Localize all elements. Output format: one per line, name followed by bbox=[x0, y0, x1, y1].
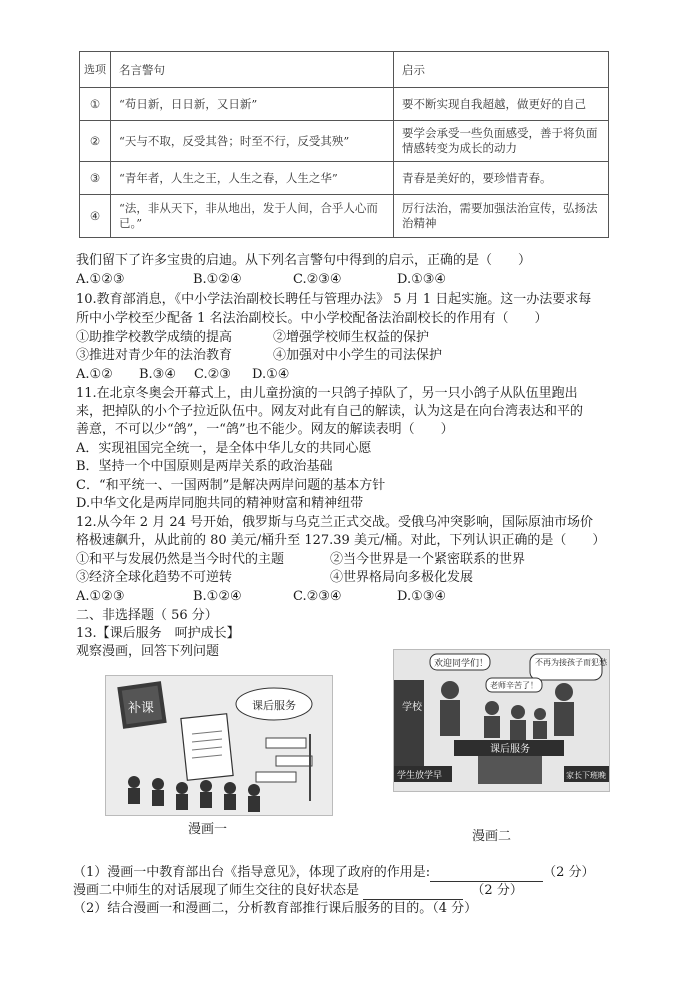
q10-stem-line2: 所中小学校至少配备 1 名法治副校长。中小学校配备法治副校长的作用有（ ） bbox=[76, 311, 548, 326]
q9-stem: 我们留下了许多宝贵的启迪。从下列名言警句中得到的启示，正确的是（ ） bbox=[76, 253, 532, 268]
q12-item-2: ②当今世界是一个紧密联系的世界 bbox=[330, 552, 526, 567]
table-row bbox=[80, 121, 609, 162]
q10-item-4: ④加强对中小学生的司法保护 bbox=[273, 348, 443, 363]
school-label: 学校 bbox=[402, 702, 422, 713]
q12-option-c: C.②③④ bbox=[293, 589, 342, 604]
q11-option-c: C．“和平统一、一国两制”是解决两岸问题的基本方针 bbox=[76, 478, 386, 493]
q12-items-row2 bbox=[76, 569, 473, 587]
table-cell-num: ② bbox=[80, 121, 111, 162]
cartoon-one-illustration bbox=[106, 676, 332, 815]
q13-sub1-line2 bbox=[73, 882, 523, 900]
q13-sub2: （2）结合漫画一和漫画二，分析教育部推行课后服务的目的。（4 分） bbox=[73, 901, 478, 916]
table-header-option: 选项 bbox=[80, 52, 111, 88]
q12-options bbox=[76, 588, 446, 606]
table-cell-insight: 厉行法治，需要加强法治宣传，弘扬法治精神 bbox=[394, 195, 609, 238]
q9-option-d: D.①③④ bbox=[397, 272, 447, 287]
q11-option-d: D.中华文化是两岸同胞共同的精神财富和精神纽带 bbox=[76, 496, 364, 511]
q12-item-3: ③经济全球化趋势不可逆转 bbox=[76, 570, 233, 585]
q10-item-3: ③推进对青少年的法治教育 bbox=[76, 348, 233, 363]
q10-option-b: B.③④ bbox=[139, 367, 176, 382]
q9-options bbox=[76, 271, 446, 289]
q12-item-4: ④世界格局向多极化发展 bbox=[330, 570, 474, 585]
q13-sub1-text: （1）漫画一中教育部出台《指导意见》，体现了政府的作用是: bbox=[73, 865, 431, 880]
table-cell-quote: “青年者，人生之王，人生之春，人生之华” bbox=[111, 162, 394, 195]
q10-options bbox=[76, 366, 289, 384]
cartoon-two-caption: 漫画二 bbox=[472, 829, 512, 844]
q10-items-row1 bbox=[76, 329, 429, 347]
table-header-quote: 名言警句 bbox=[111, 52, 394, 88]
q10-stem-line1: 10.教育部消息，《中小学法治副校长聘任与管理办法》 5 月 1 日起实施。这一办法要求每 bbox=[76, 292, 592, 307]
table-row bbox=[80, 88, 609, 121]
q10-option-d: D.①④ bbox=[252, 367, 290, 382]
q10-option-c: C.②③ bbox=[194, 367, 231, 382]
table-header-insight: 启示 bbox=[394, 52, 609, 88]
q13-sub1b-text: 漫画二中师生的对话展现了师生交往的良好状态是 bbox=[73, 883, 360, 898]
q12-option-a: A.①②③ bbox=[76, 589, 125, 604]
cartoon-two-bubble-parent: 不再为接孩子而犯愁 bbox=[535, 658, 607, 667]
book-label: 补课 bbox=[128, 701, 155, 716]
q9-option-a: A.①②③ bbox=[76, 272, 125, 287]
q12-option-d: D.①③④ bbox=[397, 589, 447, 604]
cartoon-one bbox=[105, 675, 333, 816]
table-row bbox=[80, 195, 609, 238]
q13-sub1-line1 bbox=[73, 864, 595, 882]
q12-item-1: ①和平与发展仍然是当今时代的主题 bbox=[76, 552, 285, 567]
q11-stem-line2: 来，把掉队的小个子拉近队伍中。网友对此有自己的解读，认为这是在向台湾表达和平的 bbox=[76, 404, 584, 419]
cartoon-one-bubble: 课后服务 bbox=[252, 699, 296, 712]
q11-option-a: A．实现祖国完全统一，是全体中华儿女的共同心愿 bbox=[76, 441, 372, 456]
table-cell-insight: 要学会承受一些负面感受，善于将负面情感转变为成长的动力 bbox=[394, 121, 609, 162]
cartoon-two-right-label: 家长下班晚 bbox=[566, 771, 606, 780]
q13-title: 13.【课后服务 呵护成长】 bbox=[76, 626, 240, 641]
q11-stem-line3: 善意，不可以少“鸽”，一“鸽”也不能少。网友的解读表明（ ） bbox=[76, 422, 454, 437]
q10-item-2: ②增强学校师生权益的保护 bbox=[273, 330, 430, 345]
table-cell-insight: 要不断实现自我超越，做更好的自己 bbox=[394, 88, 609, 121]
table-cell-quote: “法，非从天下，非从地出，发于人间，合乎人心而已。” bbox=[111, 195, 394, 238]
cartoon-one-caption: 漫画一 bbox=[188, 822, 228, 837]
q12-stem-line2: 格极速飙升，从此前的 80 美元/桶升至 127.39 美元/桶。对此，下列认识正确的是（ ） bbox=[76, 533, 606, 548]
q10-option-a: A.①② bbox=[76, 367, 113, 382]
q13-intro: 观察漫画，回答下列问题 bbox=[76, 644, 220, 659]
cartoon-two-illustration bbox=[394, 650, 609, 791]
q10-item-1: ①助推学校教学成绩的提高 bbox=[76, 330, 233, 345]
q12-stem-line1: 12.从今年 2 月 24 号开始，俄罗斯与乌克兰正式交战。受俄乌冲突影响，国际原油市场价 bbox=[76, 515, 594, 530]
table-cell-quote: “天与不取，反受其咎；时至不行，反受其殃” bbox=[111, 121, 394, 162]
q10-items-row2 bbox=[76, 347, 442, 365]
answer-blank-2[interactable] bbox=[363, 885, 463, 900]
q11-stem-line1: 11.在北京冬奥会开幕式上，由儿童扮演的一只鸽子掉队了，另一只小鸽子从队伍里跑出 bbox=[76, 386, 578, 401]
q12-items-row1 bbox=[76, 551, 525, 569]
cartoon-two-bubble-welcome: 欢迎同学们！ bbox=[434, 659, 489, 669]
table-cell-insight: 青春是美好的，要珍惜青春。 bbox=[394, 162, 609, 195]
table-row bbox=[80, 162, 609, 195]
table-cell-quote: “苟日新，日日新，又日新” bbox=[111, 88, 394, 121]
q11-option-b: B．坚持一个中国原则是两岸关系的政治基础 bbox=[76, 459, 333, 474]
table-header-row bbox=[80, 52, 609, 88]
cartoon-two-banner: 课后服务 bbox=[490, 744, 530, 755]
q9-option-c: C.②③④ bbox=[293, 272, 342, 287]
q12-option-b: B.①②④ bbox=[193, 589, 242, 604]
q9-option-b: B.①②④ bbox=[193, 272, 242, 287]
table-cell-num: ① bbox=[80, 88, 111, 121]
cartoon-two-left-label: 学生放学早 bbox=[397, 771, 443, 781]
cartoon-two-bubble-thanks: 老师辛苦了！ bbox=[490, 681, 538, 690]
q13-sub1b-score: （2 分） bbox=[471, 883, 523, 898]
quotes-table bbox=[79, 51, 609, 238]
table-cell-num: ④ bbox=[80, 195, 111, 238]
q13-sub1-score: （2 分） bbox=[543, 865, 595, 880]
table-cell-num: ③ bbox=[80, 162, 111, 195]
cartoon-two bbox=[393, 649, 610, 792]
section-heading: 二、非选择题（ 56 分） bbox=[76, 608, 218, 623]
answer-blank-1[interactable] bbox=[430, 867, 543, 882]
